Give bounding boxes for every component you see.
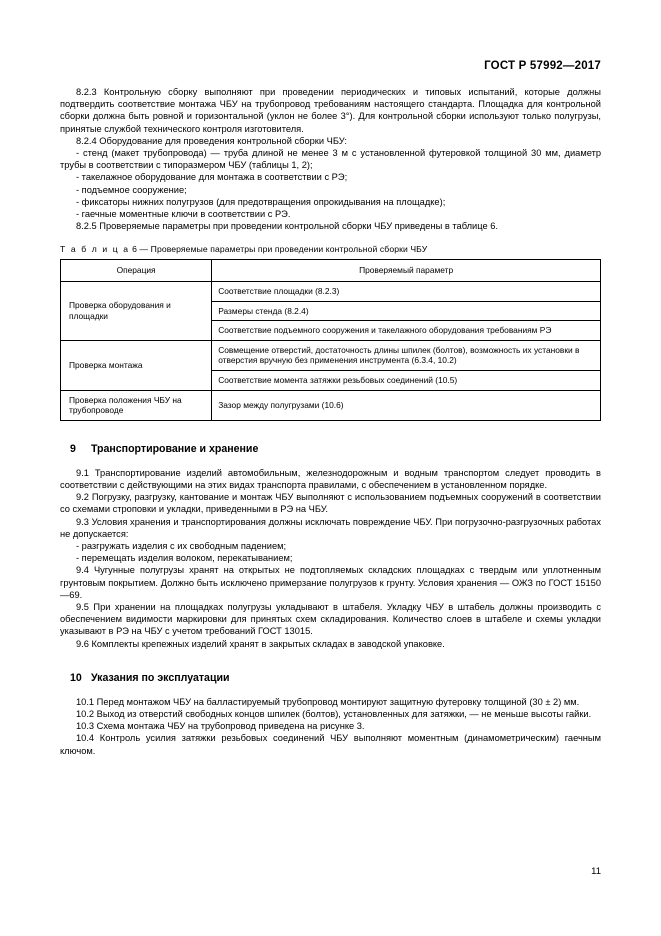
paragraph-9-3: 9.3 Условия хранения и транспортирования должны исключать повреждение ЧБУ. При погрузочно-разгрузочных работах не допускается: [60, 516, 601, 539]
page-header: ГОСТ Р 57992—2017 [484, 60, 601, 72]
list-item-rigging: - такелажное оборудование для монтажа в соответствии с РЭ; [76, 172, 348, 183]
paragraph-10-3: 10.3 Схема монтажа ЧБУ на трубопровод приведена на рисунке 3. [76, 721, 365, 732]
section-title-9: Транспортирование и хранение [90, 442, 259, 455]
table-caption [60, 244, 601, 254]
paragraph-9-6: 9.6 Комплекты крепежных изделий хранят в закрытых складах в заводской упаковке. [76, 638, 445, 649]
paragraph-10-1: 10.1 Перед монтажом ЧБУ на балластируемый трубопровод монтируют защитную футеровку толщиной (30 ± 2) мм. [76, 696, 580, 707]
table-row [61, 390, 601, 420]
section-title-10: Указания по эксплуатации [90, 671, 230, 684]
paragraph-9-2: 9.2 Погрузку, разгрузку, кантование и монтаж ЧБУ выполняют с использованием подъемных сооружений в соответствии со схемами строповки и укладки, приведенными в РЭ на ЧБУ. [60, 492, 601, 515]
list-item-lifting: - подъемное сооружение; [76, 184, 187, 195]
table-header-row [61, 260, 601, 282]
table-caption-number: 6 [132, 244, 137, 255]
section-number-10: 10 [70, 671, 82, 684]
list-item-no-drag: - перемещать изделия волоком, перекатыванием; [76, 553, 293, 564]
list-item-no-drop: - разгружать изделия с их свободным падением; [76, 541, 287, 551]
cell-operation-3: Проверка положения ЧБУ на трубопроводе [61, 390, 212, 420]
page-number: 11 [591, 866, 601, 877]
cell-param-1-2: Размеры стенда (8.2.4) [212, 301, 601, 321]
paragraph-10-2: 10.2 Выход из отверстий свободных концов шпилек (болтов), установленных для затяжки, — не меньше высоты гайки. [76, 709, 592, 720]
cell-param-1-1: Соответствие площадки (8.2.3) [212, 282, 601, 302]
table-row [61, 282, 601, 302]
cell-param-1-3: Соответствие подъемного сооружения и такелажного оборудования требованиям РЭ [212, 321, 601, 341]
table-row [61, 340, 601, 370]
section-heading-9 [60, 443, 601, 455]
cell-operation-2: Проверка монтажа [61, 340, 212, 390]
column-header-parameter: Проверяемый параметр [212, 260, 601, 282]
parameters-table [60, 259, 601, 420]
table-caption-text: — Проверяемые параметры при проведении контрольной сборки ЧБУ [139, 244, 428, 255]
cell-param-2-1: Совмещение отверстий, достаточность длины шпилек (болтов), возможность их установки в отверстия вручную без применения инструмента (6.3.4, 10.2) [212, 340, 601, 370]
paragraph-8-2-3: 8.2.3 Контрольную сборку выполняют при проведении периодических и типовых испытаний, которые должны подтвердить соответствие монтажа ЧБУ на трубопровод требованиям настоящего стандарта. Площадка для контрольной сборки должна быть ровной и горизонтальной (уклон не более 3°). Для контрольной сборки используют только полугрузы, принятые службой технического контроля изготовителя. [60, 87, 601, 134]
page-content [60, 86, 601, 757]
paragraph-9-1: 9.1 Транспортирование изделий автомобильным, железнодорожным и водным транспортом следует проводить в соответствии с действующими на этих видах транспорта правилами, с обеспечением в установленном порядке. [60, 467, 601, 490]
list-item-stand: - стенд (макет трубопровода) — труба длиной не менее 3 м с установленной футеровкой толщиной 30 мм, диаметр трубы в соответствии с типоразмером ЧБУ (таблицы 1, 2); [60, 148, 601, 171]
column-header-operation: Операция [61, 260, 212, 282]
cell-param-3-1: Зазор между полугрузами (10.6) [212, 390, 601, 420]
list-item-wrenches: - гаечные моментные ключи в соответствии с РЭ. [76, 209, 291, 220]
cell-param-2-2: Соответствие момента затяжки резьбовых соединений (10.5) [212, 371, 601, 391]
paragraph-9-5: 9.5 При хранении на площадках полугрузы укладывают в штабеля. Укладку ЧБУ в штабель должны производить с обеспечением видимости маркировки для принятых схем складирования. Количество слоев в штабеле и схемы укладки указывают в РЭ на ЧБУ с учетом требований ГОСТ 13015. [60, 602, 601, 637]
table-caption-prefix: Т а б л и ц а [60, 244, 130, 255]
paragraph-9-4: 9.4 Чугунные полугрузы хранят на открытых не подтопляемых складских площадках с твердым или уплотненным грунтовым покрытием. Должно быть исключено примерзание полугрузов к грунту. Условия хранения — ОЖЗ по ГОСТ 15150—69. [60, 565, 601, 600]
section-heading-10 [60, 672, 601, 684]
paragraph-8-2-5: 8.2.5 Проверяемые параметры при проведении контрольной сборки ЧБУ приведены в таблице 6. [76, 221, 498, 232]
cell-operation-1: Проверка оборудования и площадки [61, 282, 212, 341]
list-item-fixators: - фиксаторы нижних полугрузов (для предотвращения опрокидывания на площадке); [76, 196, 446, 207]
paragraph-8-2-4: 8.2.4 Оборудование для проведения контрольной сборки ЧБУ: [76, 135, 348, 146]
paragraph-10-4: 10.4 Контроль усилия затяжки резьбовых соединений ЧБУ выполняют моментным (динамометрическим) гаечным ключом. [60, 733, 601, 756]
section-number-9: 9 [70, 442, 76, 455]
